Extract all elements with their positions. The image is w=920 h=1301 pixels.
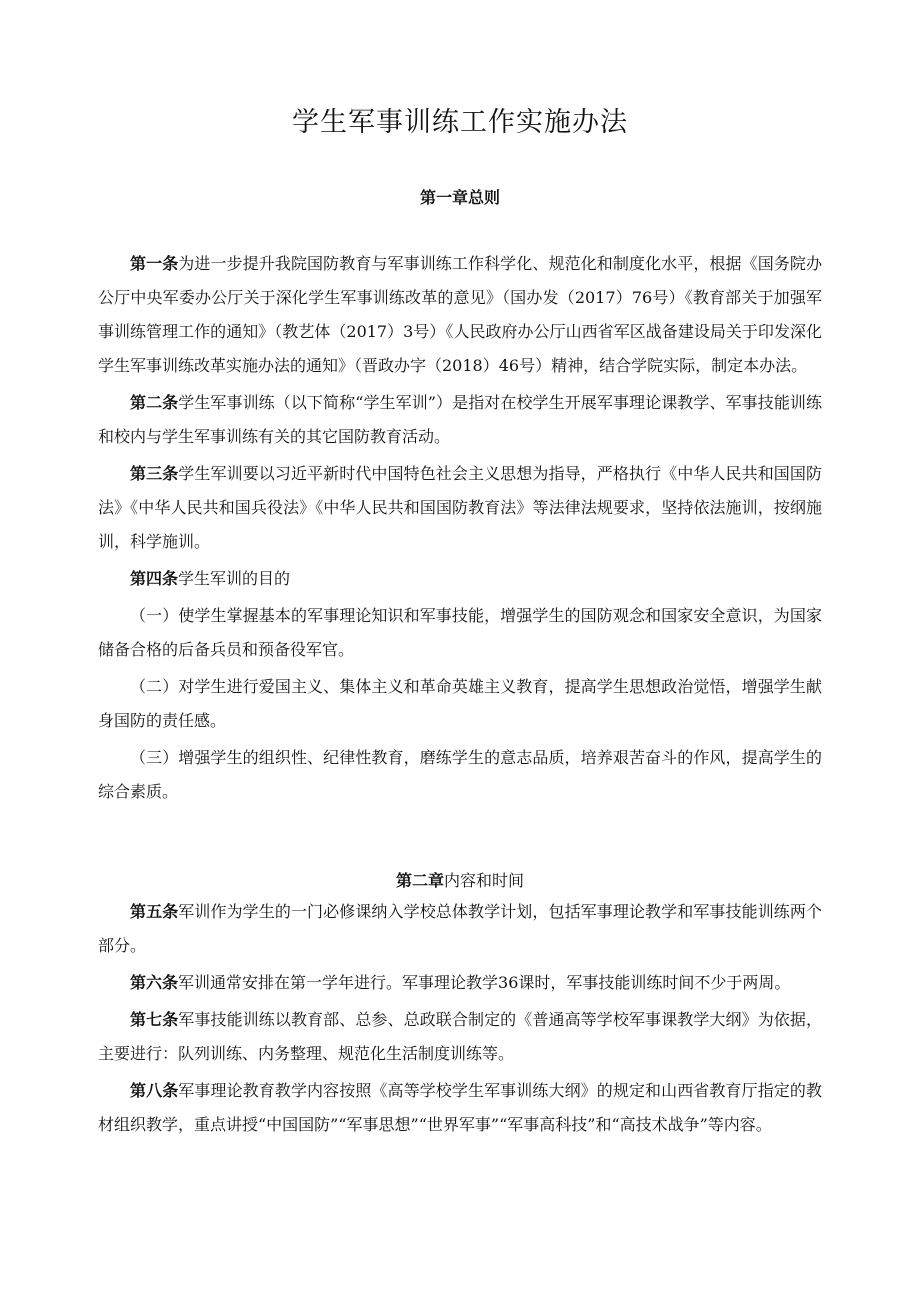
article-label: 第二条 bbox=[130, 393, 179, 412]
list-item-text: （一）使学生掌握基本的军事理论知识和军事技能，增强学生的国防观念和国家安全意识，为国家储备合格的后备兵员和预备役军官。 bbox=[98, 606, 822, 659]
article-5 bbox=[98, 895, 822, 963]
chapter-2-body bbox=[98, 895, 822, 1142]
article-text: 为进一步提升我院国防教育与军事训练工作科学化、规范化和制度化水平，根据《国务院办公厅中央军委办公厅关于深化学生军事训练改革的意见》（国办发（2017）76号）《教育部关于加强军事训练管理工作的通知》（教艺体（2017）3号）《人民政府办公厅山西省军区战备建设局关于印发深化学生军事训练改革实施办法的通知》（晋政办字（2018）46号）精神，结合学院实际，制定本办法。 bbox=[98, 254, 822, 375]
article-text: 学生军事训练（以下简称“学生军训”）是指对在校学生开展军事理论课教学、军事技能训练和校内与学生军事训练有关的其它国防教育活动。 bbox=[98, 393, 822, 446]
chapter-2-label: 第二章 bbox=[395, 871, 444, 890]
chapter-1-body bbox=[98, 247, 822, 809]
article-2 bbox=[98, 386, 822, 454]
article-label: 第三条 bbox=[130, 464, 179, 483]
chapter-1-heading: 第一章总则 bbox=[419, 188, 500, 207]
article-6 bbox=[98, 966, 822, 1000]
document-title: 学生军事训练工作实施办法 bbox=[292, 107, 628, 138]
list-item-1 bbox=[98, 599, 822, 667]
article-text: 军训通常安排在第一学年进行。军事理论教学36课时，军事技能训练时间不少于两周。 bbox=[178, 973, 791, 992]
article-label: 第七条 bbox=[130, 1010, 179, 1029]
article-8 bbox=[98, 1074, 822, 1142]
article-text: 军事理论教育教学内容按照《高等学校学生军事训练大纲》的规定和山西省教育厅指定的教材组织教学，重点讲授“中国国防”“军事思想”“世界军事”“军事高科技”和“高技术战争”等内容。 bbox=[98, 1081, 822, 1134]
chapter-2-title: 内容和时间 bbox=[444, 871, 525, 890]
article-text: 军训作为学生的一门必修课纳入学校总体教学计划，包括军事理论教学和军事技能训练两个部分。 bbox=[98, 902, 822, 955]
list-item-text: （二）对学生进行爱国主义、集体主义和革命英雄主义教育，提高学生思想政治觉悟，增强学生献身国防的责任感。 bbox=[98, 677, 822, 730]
article-text: 学生军训要以习近平新时代中国特色社会主义思想为指导，严格执行《中华人民共和国国防法》《中华人民共和国兵役法》《中华人民共和国国防教育法》等法律法规要求，坚持依法施训，按纲施训，科学施训。 bbox=[98, 464, 822, 551]
list-item-text: （三）增强学生的组织性、纪律性教育，磨练学生的意志品质，培养艰苦奋斗的作风，提高学生的综合素质。 bbox=[98, 748, 822, 801]
article-3 bbox=[98, 457, 822, 559]
article-text: 学生军训的目的 bbox=[178, 569, 291, 588]
chapter-2-heading bbox=[0, 868, 920, 891]
article-1 bbox=[98, 247, 822, 383]
article-7 bbox=[98, 1003, 822, 1071]
article-4 bbox=[98, 562, 822, 596]
article-label: 第六条 bbox=[130, 973, 179, 992]
article-label: 第五条 bbox=[130, 902, 179, 921]
article-text: 军事技能训练以教育部、总参、总政联合制定的《普通高等学校军事课教学大纲》为依据，主要进行：队列训练、内务整理、规范化生活制度训练等。 bbox=[98, 1010, 822, 1063]
list-item-2 bbox=[98, 670, 822, 738]
article-label: 第四条 bbox=[130, 569, 179, 588]
list-item-3 bbox=[98, 741, 822, 809]
article-label: 第一条 bbox=[130, 254, 179, 273]
article-label: 第八条 bbox=[130, 1081, 179, 1100]
